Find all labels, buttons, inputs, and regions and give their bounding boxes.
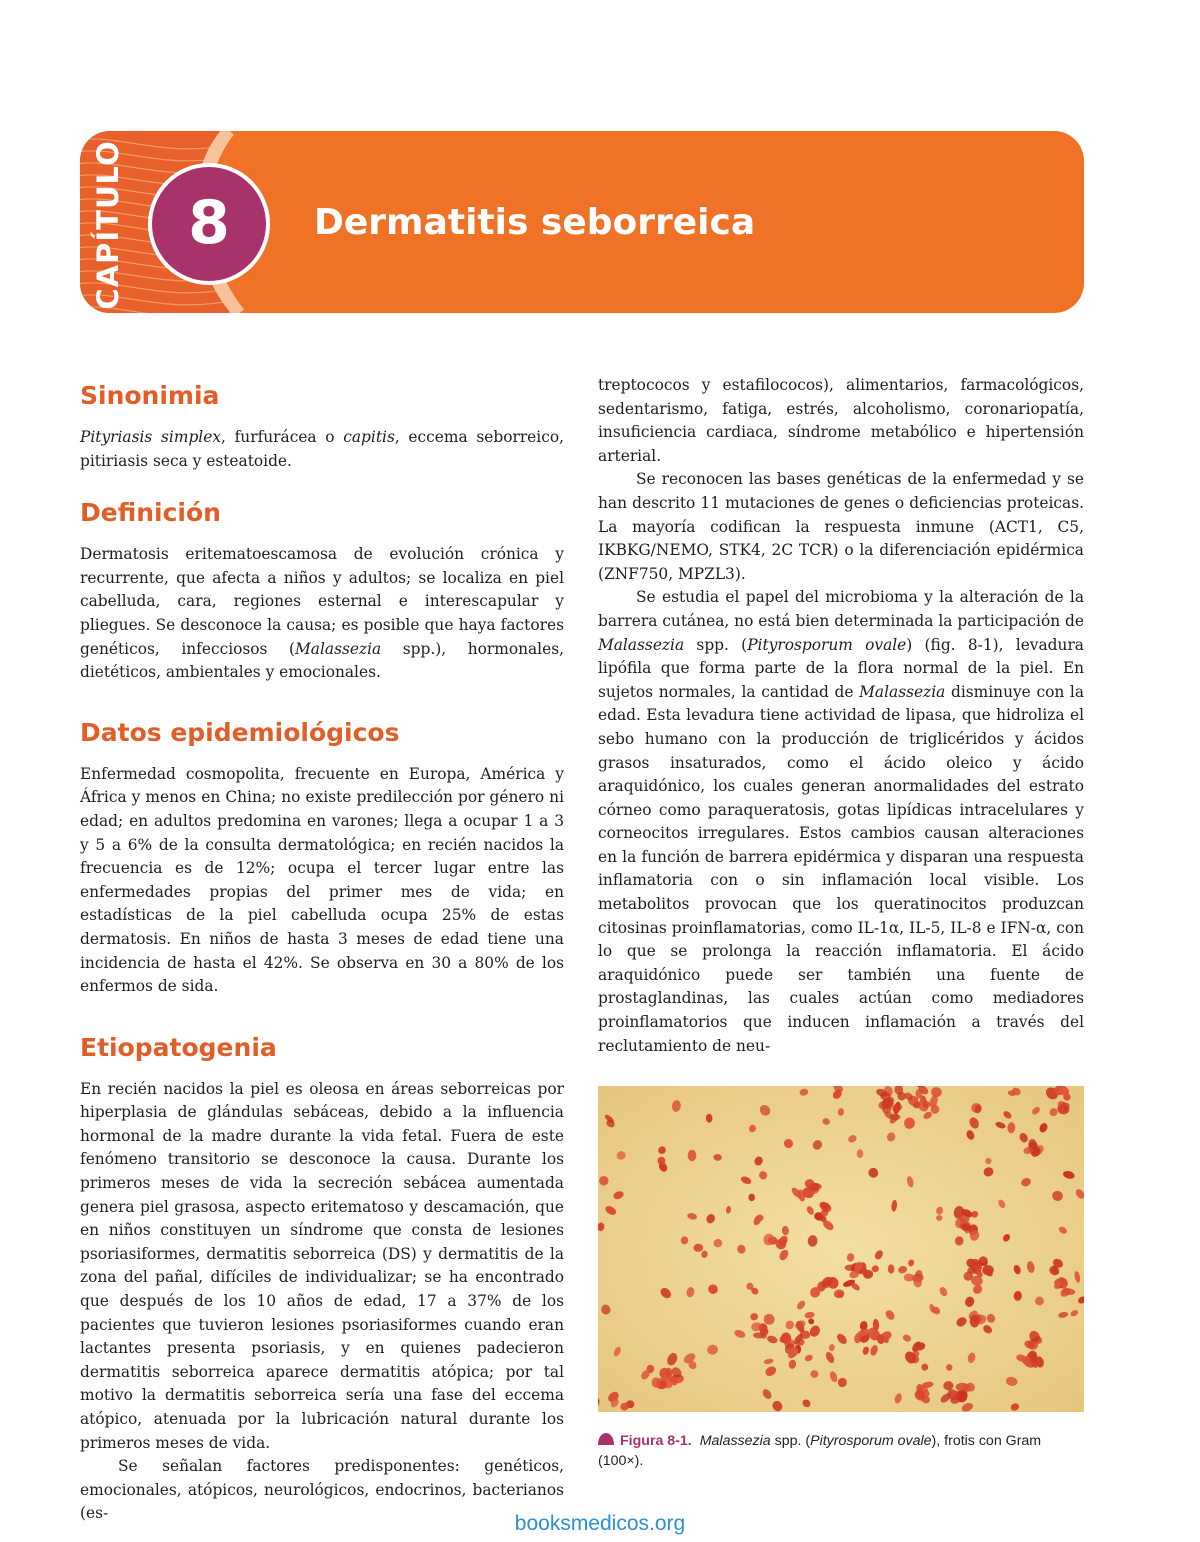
- footer-watermark[interactable]: booksmedicos.org: [514, 1512, 686, 1535]
- paragraph-etiopatogenia-1: En recién nacidos la piel es oleosa en áreas seborreicas por hiperplasia de glándulas sebáceas, debido a la influencia hormonal de la madre durante la vida fetal. Fuera de este fenómeno transitorio se desconoce la causa. Durante los primeros meses de vida la secreción sebácea aumentada genera piel grasosa, aspecto eritematoso y descamación, que en niños constituyen un síndrome que consta de lesiones psoriasiformes, dermatitis seborreica (DS) y dermatitis de la zona del pañal, difíciles de individualizar; se ha encontrado que después de los 10 años de edad, 17 a 37% de los pacientes que tuvieron lesiones psoriasiformes cuando eran lactantes presenta psoriasis, y en quienes padecieron dermatitis seborreica aparece dermatitis atópica; por tal motivo la dermatitis seborreica sería una fase del eccema atópico, atenuada por la lubricación natural durante los primeros meses de vida.: [80, 1079, 564, 1452]
- chapter-number-badge: [148, 163, 270, 285]
- paragraph-etiopatogenia-2a: Se señalan factores predisponentes: genéticos, emocionales, atópicos, neurológicos, endocrinos, bacterianos (es-: [80, 1457, 564, 1523]
- chapter-label: CAPÍTULO: [91, 140, 125, 310]
- paragraph-etiopatogenia-4: Se estudia el papel del microbioma y la alteración de la barrera cutánea, no está bien determinada la participación de Malassezia spp. (Pityrosporum ovale) (fig. 8-1), levadura lipófila que forma parte de la flora normal de la piel. En sujetos normales, la cantidad de Malassezia disminuye con la edad. Esta levadura tiene actividad de lipasa, que hidroliza el sebo humano con la producción de triglicéridos y ácidos grasos insaturados, como el ácido oleico y ácido araquidónico, los cuales generan anormalidades del estrato córneo como paraqueratosis, gotas lipídicas intracelulares y corneocitos irregulares. Estos cambios causan alteraciones en la función de barrera epidérmica y disparan una respuesta inflamatoria con o sin inflamación local visible. Los metabolitos provocan que los queratinocitos produzcan citosinas proinflamatorias, como IL-1α, IL-5, IL-8 e IFN-α, con lo que se prolonga la reacción inflamatoria. El ácido araquidónico puede ser también una fuente de prostaglandinas, las cuales actúan como mediadores proinflamatorios que inducen inflamación a través del reclutamiento de neu-: [598, 588, 1084, 1055]
- heading-definicion: Definición: [80, 498, 221, 528]
- paragraph-sinonimia: Pityriasis simplex, furfurácea o capitis, eccema seborreico, pitiriasis seca y esteatoide.: [80, 428, 564, 470]
- paragraph-etiopatogenia-2b: treptococos y estafilococos), alimentarios, farmacológicos, sedentarismo, fatiga, estrés, alcoholismo, coronariopatía, insuficiencia cardiaca, síndrome metabólico e hipertensión arterial.: [598, 376, 1084, 465]
- heading-etiopatogenia: Etiopatogenia: [80, 1032, 277, 1062]
- heading-epidemiologicos: Datos epidemiológicos: [80, 717, 400, 747]
- paragraph-definicion: Dermatosis eritematoescamosa de evolución crónica y recurrente, que afecta a niños y adultos; se localiza en piel cabelluda, cara, regiones esternal e interescapular y pliegues. Se desconoce la causa; es posible que haya factores genéticos, infecciosos (Malassezia spp.), hormonales, dietéticos, ambientales y emocionales.: [80, 545, 565, 682]
- heading-sinonimia: Sinonimia: [80, 381, 220, 410]
- figure-label: Figura 8-1.: [620, 1433, 692, 1449]
- chapter-title: Dermatitis seborreica: [314, 202, 756, 243]
- right-column: [598, 374, 1084, 1058]
- figure-marker-icon: [598, 1432, 614, 1446]
- left-column: [80, 372, 564, 1526]
- paragraph-epidemiologicos: Enfermedad cosmopolita, frecuente en Europa, América y África y menos en China; no existe predilección por género ni edad; en adultos predomina en varones; llega a ocupar 1 a 3 y 5 a 6% de la consulta dermatológica; en recién nacidos la frecuencia es de 12%; ocupa el tercer lugar entre las enfermedades propias del primer mes de vida; en estadísticas de la piel cabelluda ocupa 25% de estas dermatosis. En niños de hasta 3 meses de edad tiene una incidencia de hasta el 42%. Se observa en 30 a 80% de los enfermos de sida.: [80, 764, 564, 996]
- micrograph-image: [598, 1086, 1084, 1412]
- figure-caption: Figura 8-1. Malassezia spp. (Pityrosporum ovale), frotis con Gram (100×).: [598, 1433, 1042, 1469]
- figure-micrograph: [598, 1086, 1084, 1412]
- chapter-number: 8: [188, 188, 230, 258]
- paragraph-etiopatogenia-3: Se reconocen las bases genéticas de la enfermedad y se han descrito 11 mutaciones de genes o deficiencias proteicas. La mayoría codifican la respuesta inmune (ACT1, C5, IKBKG/NEMO, STK4, 2C TCR) o la diferenciación epidérmica (ZNF750, MPZL3).: [598, 470, 1084, 583]
